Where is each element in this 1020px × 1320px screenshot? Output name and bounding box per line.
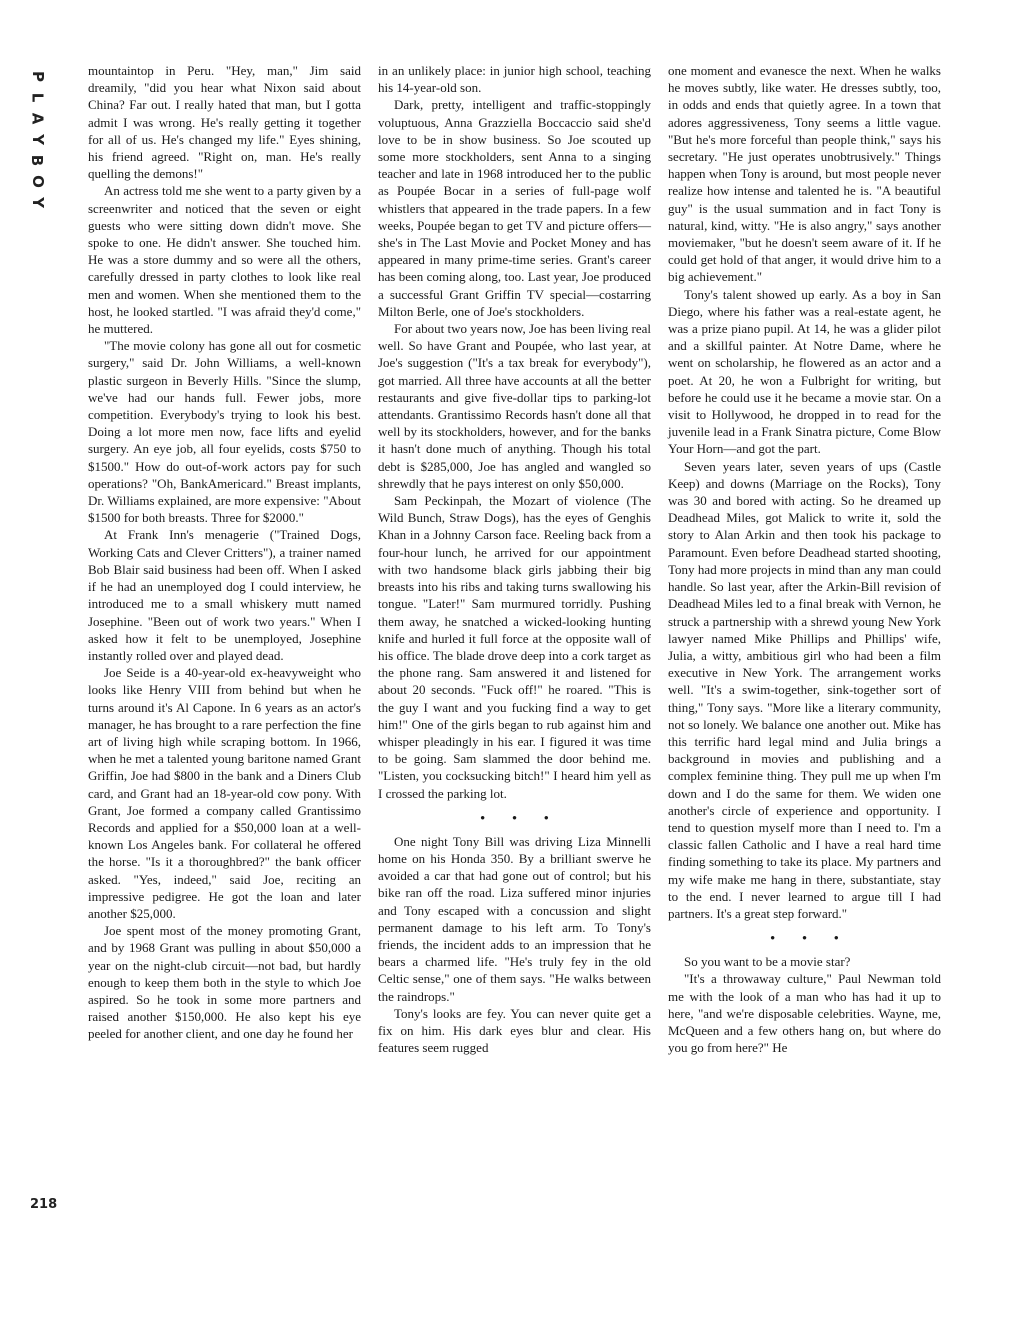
paragraph: At Frank Inn's menagerie ("Trained Dogs, Working Cats and Clever Critters"), a trainer named Bob Blair said business had been off. When I asked if he had an unemployed dog I could interview, he introduced me to a small whiskery mutt named Josephine. "Been out of work two years." When I asked how it felt to be unemployed, Josephine instantly rolled over and played dead. [88,527,361,663]
paragraph: Joe Seide is a 40-year-old ex-heavyweight who looks like Henry VIII from behind but when he turns around it's Al Capone. In 6 years as an actor's manager, he has brought to a rare perfection the fine art of living high while scraping bottom. In 1966, when he met a talented young baritone named Grant Griffin, Joe had $800 in the bank and a Diners Club card, and Grant had an 18-year-old cow pony. With Grant, Joe formed a company called Grantissimo Records and applied for a $50,000 loan at a well-known Los Angeles bank. For collateral he offered the horse. "Is it a thoroughbred?" the bank officer asked. "Yes, indeed," said Joe, reciting an impressive pedigree. He got the loan and later another $25,000. [88,665,361,921]
paragraph: "It's a throwaway culture," Paul Newman told me with the look of a man who has had it up to here, "and we're disposable celebrities. Wayne, me, McQueen and a few others hang on, but where do you go from here?" He [668,971,941,1056]
paragraph: Dark, pretty, intelligent and traffic-stoppingly voluptuous, Anna Grazziella Boccaccio said she'd love to be in show business. So Joe scouted up some more stockholders, sent Anna to a singing teacher and late in 1968 introduced her to the public as Poupée Bocar in a series of full-page wolf whistlers that appeared in the trade papers. In a few weeks, Poupée began to get TV and picture offers—she's in The Last Movie and Pocket Money and has appeared in many prime-time series. Grant's career has been coming along, too. Last year, Joe produced a successful Grant Griffin TV special—costarring Milton Berle, one of Joe's stockholders. [378,97,651,319]
paragraph: Joe spent most of the money promoting Grant, and by 1968 Grant was pulling in about $50,000 a year on the night-club circuit—not bad, but hardly enough to keep them both in the style to which Joe aspired. So he took in some more partners and raised another $150,000. He also kept his eye peeled for another client, and one day he found her [88,923,361,1042]
text-column-3 [668,62,941,1056]
masthead-letter: O [28,175,47,188]
paragraph: one moment and evanesce the next. When he walks he moves subtly, like water. He dresses subtly, too, in odds and ends that quietly agree. In a town that adores aggressiveness, Tony seems a little vague. "But he's more forceful than people think," says his secretary. "He just operates unobtrusively." Things happen when Tony is around, but most people never realize how intense and talented he is. "A beautiful guy" is the usual summation and in fact Tony is natural, kind, witty. "He is also angry," says another moviemaker, "but he doesn't seem aware of it. If he could get hold of that anger, it would drive him to a big achievement." [668,63,941,285]
paragraph: So you want to be a movie star? [684,954,851,970]
paragraph: For about two years now, Joe has been living real well. So have Grant and Poupée, who last year, at Joe's suggestion ("It's a tax break for everybody"), got married. All three have accounts at all the better restaurants and give five-dollar tips to parking-lot attendants. Grantissimo Records hasn't done all that well by its stockholders, however, and for the banks it hasn't done much of anything. Though his total debt is $285,000, Joe has angled and wangled so shrewdly that he pays interest on only $50,000. [378,321,651,491]
paragraph: in an unlikely place: in junior high school, teaching his 14-year-old son. [378,63,651,96]
paragraph: Sam Peckinpah, the Mozart of violence (The Wild Bunch, Straw Dogs), has the eyes of Genghis Khan in a Johnny Carson face. Reeling back from a four-hour lunch, he arrived for our appointment with two handsome black girls jabbing their big breasts into his ribs and taking turns swallowing his tongue. "Later!" Sam murmured torridly. Pushing them away, he snatched a wicked-looking hunting knife and hurled it full force at the opposite wall of his office. The blade drove deep into a cork target as the phone rang. Sam answered it and listened for about 20 seconds. "Fuck off!" he roared. "This is the guy I want and you fucking find a way to get him!" One of the girls began to rub against him and whisper pleadingly in his ear. I figured it was time to be going. Sam slammed the door behind me. "Listen, you cocksucking bitch!" I heard him yell as I crossed the parking lot. [378,493,651,801]
paragraph: Tony's talent showed up early. As a boy in San Diego, where his father was a real-estate agent, he was a prize piano pupil. At 14, he was a glider pilot and a skillful painter. At Notre Dame, where he went on scholarship, he flowered as an actor and a poet. At 20, he won a Fulbright for writing, but before he could use it he became a movie star. On a visit to Hollywood, he dropped in to read for the juvenile lead in a Frank Sinatra picture, Come Blow Your Horn—and got the part. [668,286,941,457]
masthead-letter: Y [28,134,47,145]
paragraph: mountaintop in Peru. "Hey, man," Jim said dreamily, "did you hear what Nixon said about China? Far out. I really hated that man, but I gotta admit I was wrong. He's really getting it together for all of us. He's changed my life." Eyes shining, his friend agreed. "Right on, man. He's really quelling the demons!" [88,63,361,182]
masthead-letter: A [28,112,47,125]
section-break: • • • [480,809,561,825]
text-column-1 [88,62,361,1043]
text-column-2 [378,62,651,1056]
masthead-letter: P [28,71,47,82]
playboy-masthead [24,66,50,213]
page-number: 218 [30,1197,58,1212]
paragraph: Tony's looks are fey. You can never quite get a fix on him. His dark eyes blur and clear. His features seem rugged [378,1005,651,1056]
paragraph: One night Tony Bill was driving Liza Minnelli home on his Honda 350. By a brilliant swerve he avoided a car that had gone out of control; but his bike ran off the road. Liza suffered minor injuries and Tony escaped with a concussion and slight permanent damage to his left arm. To Tony's friends, the incident adds to an impression that he bears a charmed life. "He's truly fey in the old Celtic sense," one of them says. "He walks between the raindrops." [378,833,651,1004]
masthead-letter: Y [28,197,47,208]
paragraph: Seven years later, seven years of ups (Castle Keep) and downs (Marriage on the Rocks), Tony was 30 and bored with acting. So he dreamed up Deadhead Miles, got Malick to write it, sold the story to Alan Arkin and then took his package to Paramount. Even before Deadhead started shooting, Tony had more projects in mind than any man could handle. So last year, after the Arkin-Bill revision of Deadhead Miles led to a final break with Vernon, he struck a partnership with a shrewd young New York lawyer named Mike Phillips and Phillips' wife, Julia, a witty, ambitious girl who had been a film executive in New York. The arrangement works well. "It's a swim-together, sink-together sort of thing," Tony says. "More like a literary community, not so lonely. We balance one another out. Mike has this terrific hard legal mind and Julia brings a background in movies and publishing and a complex feminine thing. They pull me up when I'm down and I do the same for them. We widen one another's circle of experience and opportunity. I tend to question myself more than I need to. I'm a classic fallen Catholic and I have a real hard time finding something to take its place. My partners and my wife make me hang in there, substantiate, stay to the end. I never learned to argue till I had partners. It's a great step forward." [668,458,941,921]
paragraph: An actress told me she went to a party given by a screenwriter and noticed that the seven or eight guests who were sitting down didn't move. She spoke to one. He didn't answer. She touched him. He was a store dummy and so were all the others, carefully dressed in party clothes to look like real men and women. When she mentioned them to the host, he looked startled. "I was afraid they'd come," he muttered. [88,183,361,337]
paragraph: "The movie colony has gone all out for cosmetic surgery," said Dr. John Williams, a well-known plastic surgeon in Beverly Hills. "Since the slump, we've had our hands full. Fewer jobs, more competition. Everybody's trying to look his best. Doing a lot more men now, face lifts and eyelid surgery. An eye job, all four eyelids, costs $750 to $1500." How do out-of-work actors pay for such operations? "Oh, BankAmericard." Breast implants, Dr. Williams explained, are more expensive: "About $1500 for both breasts. Three for $2000." [88,338,361,526]
section-break: • • • [770,930,851,946]
masthead-letter: B [28,154,47,167]
masthead-letter: L [28,92,47,103]
